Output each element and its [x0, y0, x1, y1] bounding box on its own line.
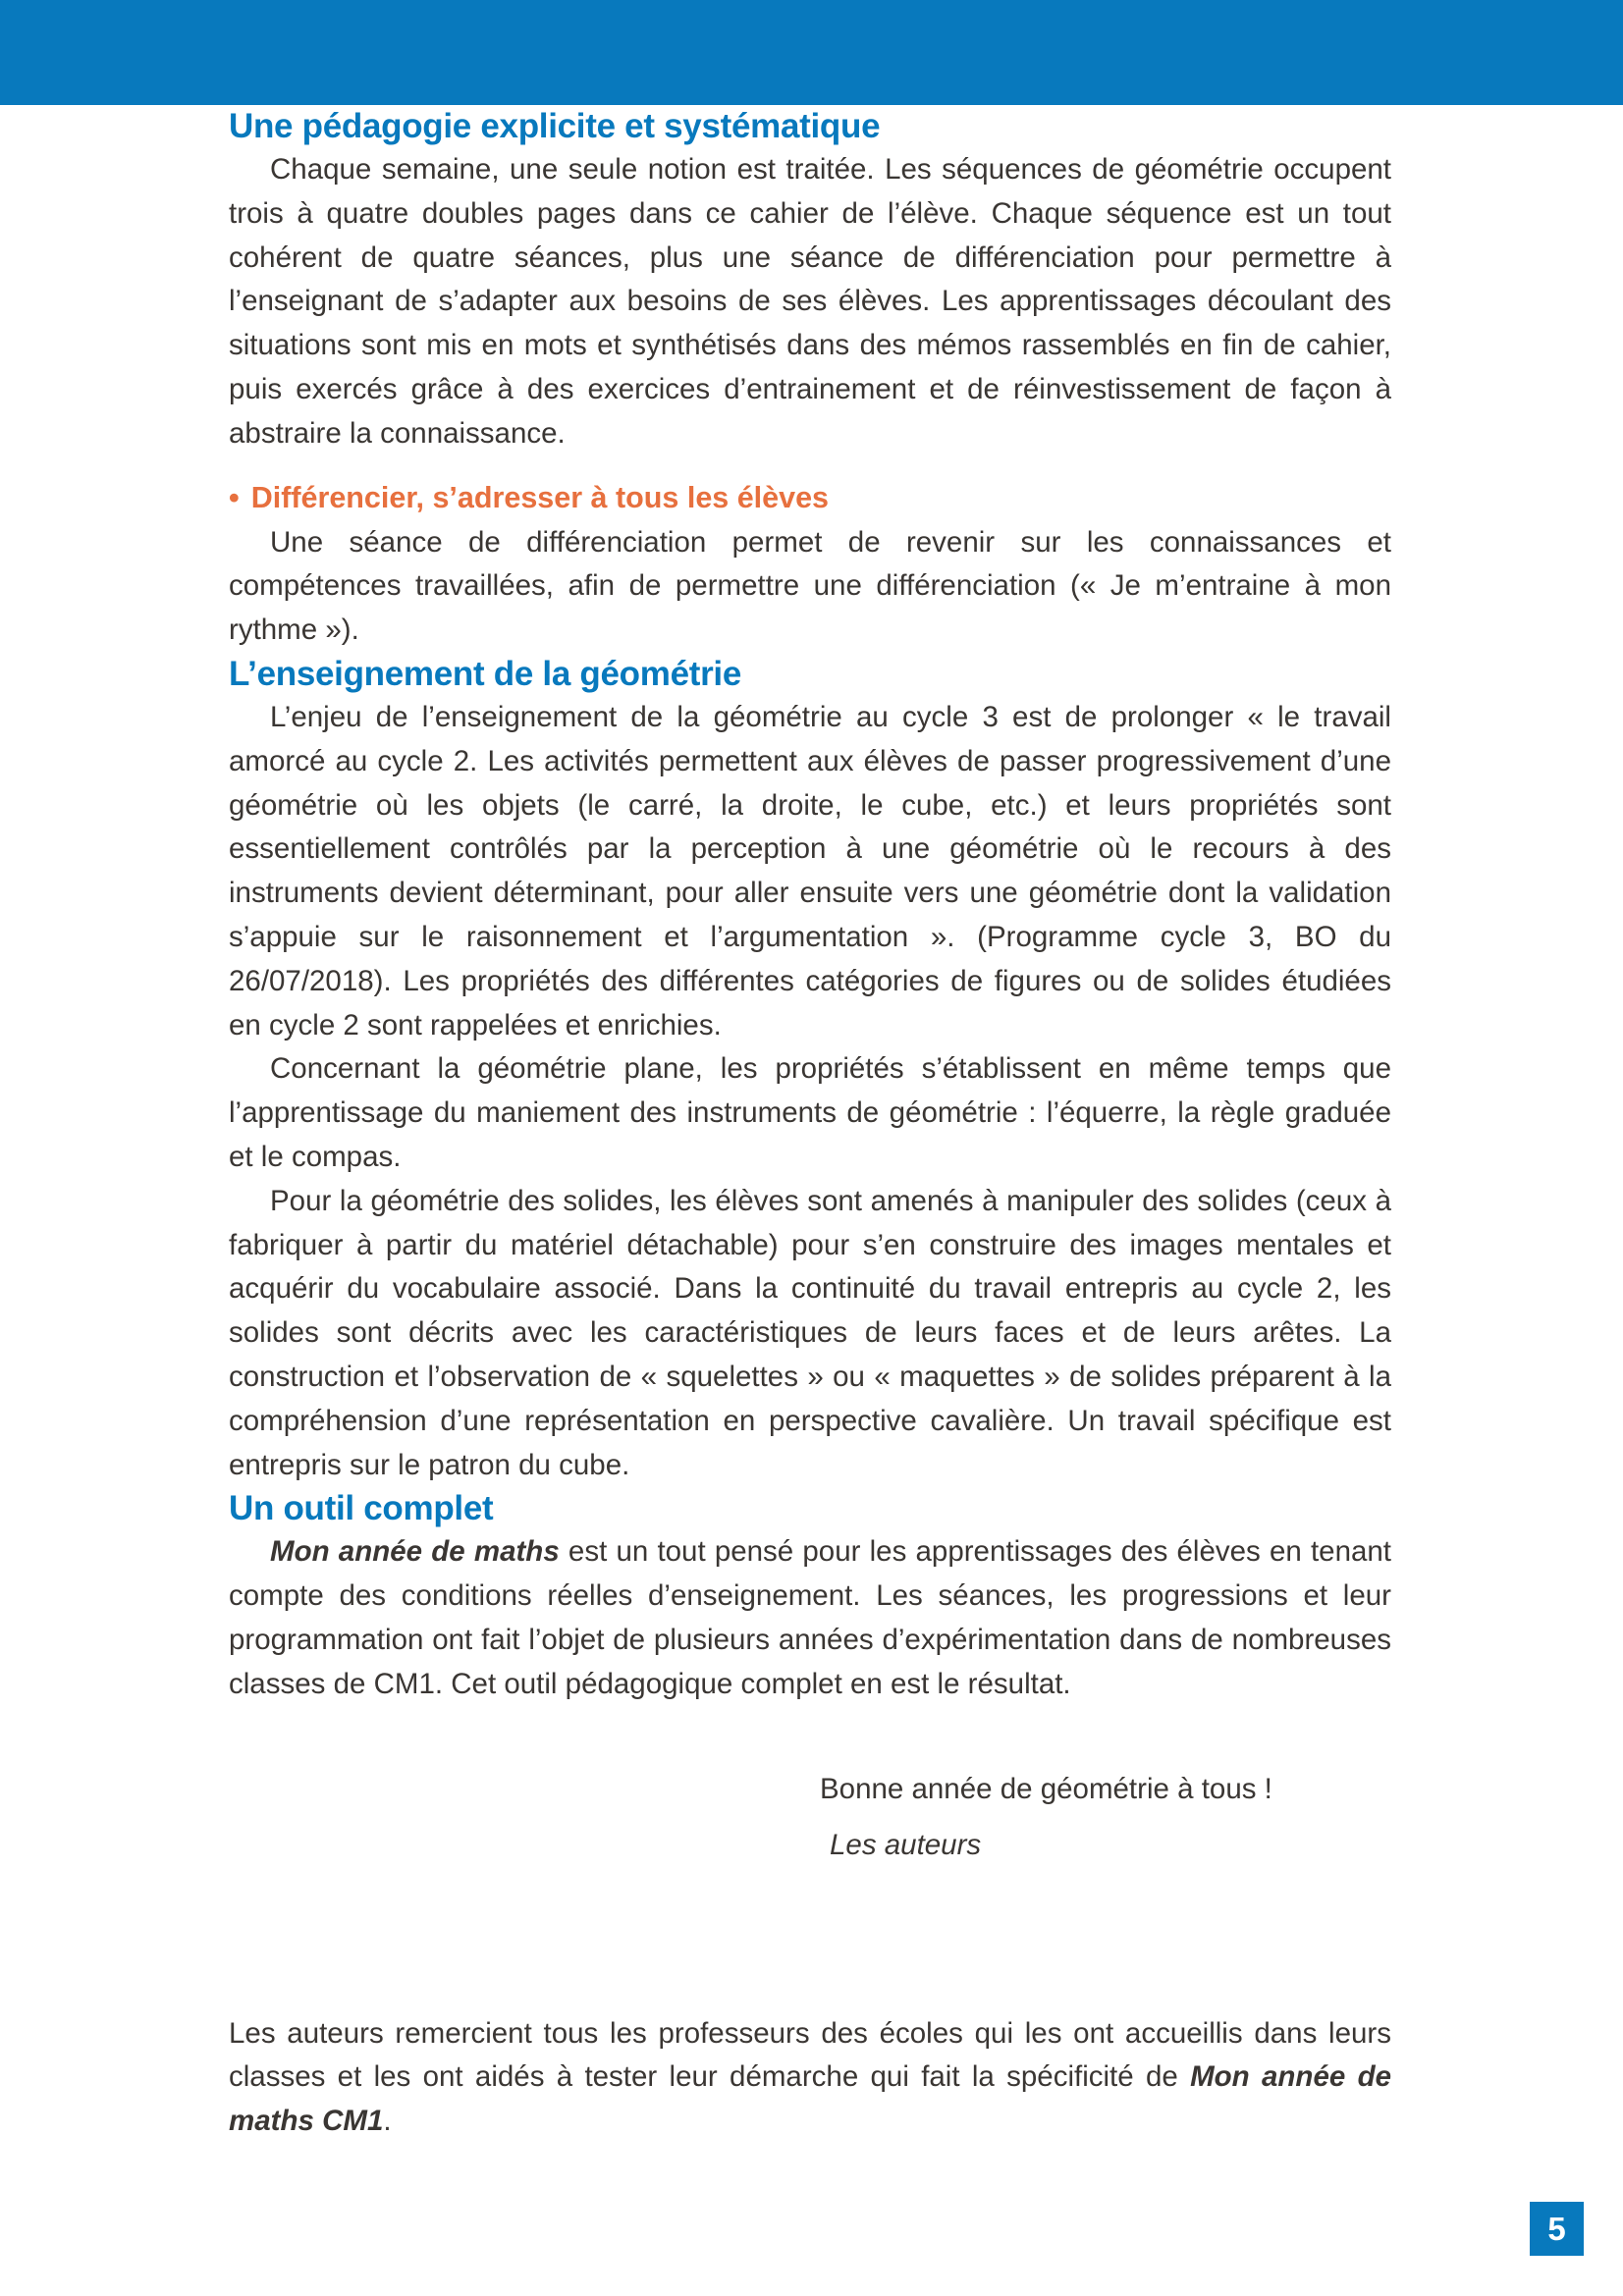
- page-content: [0, 105, 1623, 2144]
- top-banner: [0, 0, 1623, 105]
- section-title-outil: Un outil complet: [229, 1489, 494, 1528]
- paragraph-geometrie-2: Concernant la géométrie plane, les propriétés s’établissent en même temps que l’apprentissage du maniement des instruments de géométrie : l’équerre, la règle graduée et le compas.: [229, 1052, 1391, 1173]
- book-title: Mon année de maths: [270, 1535, 560, 1569]
- signoff: [229, 1761, 1391, 1873]
- subsection-title-text: Différencier, s’adresser à tous les élèves: [250, 480, 830, 514]
- acknowledgement: [229, 2012, 1391, 2144]
- acknowledgement-text: Les auteurs remercient tous les professeurs des écoles qui les ont accueillis dans leurs classes et les ont aidés à tester leur démarche qui fait la spécificité de: [229, 2016, 1391, 2094]
- book-title-cm1: Mon année de maths CM1: [229, 2060, 1391, 2138]
- subsection-title-differencier: [229, 478, 1391, 517]
- section-title-geometrie: L’enseignement de la géométrie: [229, 654, 741, 693]
- paragraph-differencier: Une séance de différenciation permet de revenir sur les connaissances et compétences travaillées, afin de permettre une différenciation (« Je m’entraine à mon rythme »).: [229, 525, 1391, 647]
- paragraph-outil-text: est un tout pensé pour les apprentissages des élèves en tenant compte des conditions réelles d’enseignement. Les séances, les progressions et leur programmation ont fait l’objet de plusieurs années d’expérimentation dans de nombreuses classes de CM1. Cet outil pédagogique complet en est le résultat.: [229, 1535, 1391, 1700]
- signoff-greeting: Bonne année de géométrie à tous !: [820, 1772, 1272, 1805]
- paragraph-pedagogie: Chaque semaine, une seule notion est traitée. Les séquences de géométrie occupent trois à quatre doubles pages dans ce cahier de l’élève. Chaque séquence est un tout cohérent de quatre séances, plus une séance de différenciation pour permettre à l’enseignant de s’adapter aux besoins de ses élèves. Les apprentissages découlant des situations sont mis en mots et synthétisés dans des mémos rassemblés en fin de cahier, puis exercés grâce à des exercices d’entrainement et de réinvestissement de façon à abstraire la connaissance.: [229, 153, 1391, 450]
- paragraph-outil: [229, 1530, 1391, 1706]
- paragraph-geometrie-1: L’enjeu de l’enseignement de la géométrie au cycle 3 est de prolonger « le travail amorcé au cycle 2. Les activités permettent aux élèves de passer progressivement d’une géométrie où les objets (le carré, la droite, le cube, etc.) et leurs propriétés sont essentiellement contrôlés par la perception à une géométrie où le recours à des instruments devient déterminant, pour aller ensuite vers une géométrie dont la validation s’appuie sur le raisonnement et l’argumentation ». (Programme cycle 3, BO du 26/07/2018). Les propriétés des différentes catégories de figures ou de solides étudiées en cycle 2 sont rappelées et enrichies.: [229, 700, 1391, 1041]
- signoff-authors: Les auteurs: [830, 1828, 982, 1861]
- page-number-badge: [1530, 2202, 1584, 2256]
- bullet-icon: •: [229, 480, 240, 514]
- page-number: 5: [1547, 2210, 1566, 2247]
- paragraph-geometrie-3: Pour la géométrie des solides, les élèves sont amenés à manipuler des solides (ceux à fabriquer à partir du matériel détachable) pour s’en construire des images mentales et acquérir du vocabulaire associé. Dans la continuité du travail entrepris au cycle 2, les solides sont décrits avec les caractéristiques de leurs faces et de leurs arêtes. La construction et l’observation de « squelettes » ou « maquettes » de solides préparent à la compréhension d’une représentation en perspective cavalière. Un travail spécifique est entrepris sur le patron du cube.: [229, 1184, 1391, 1481]
- section-title-pedagogie: Une pédagogie explicite et systématique: [229, 107, 881, 145]
- acknowledgement-period: .: [383, 2105, 392, 2138]
